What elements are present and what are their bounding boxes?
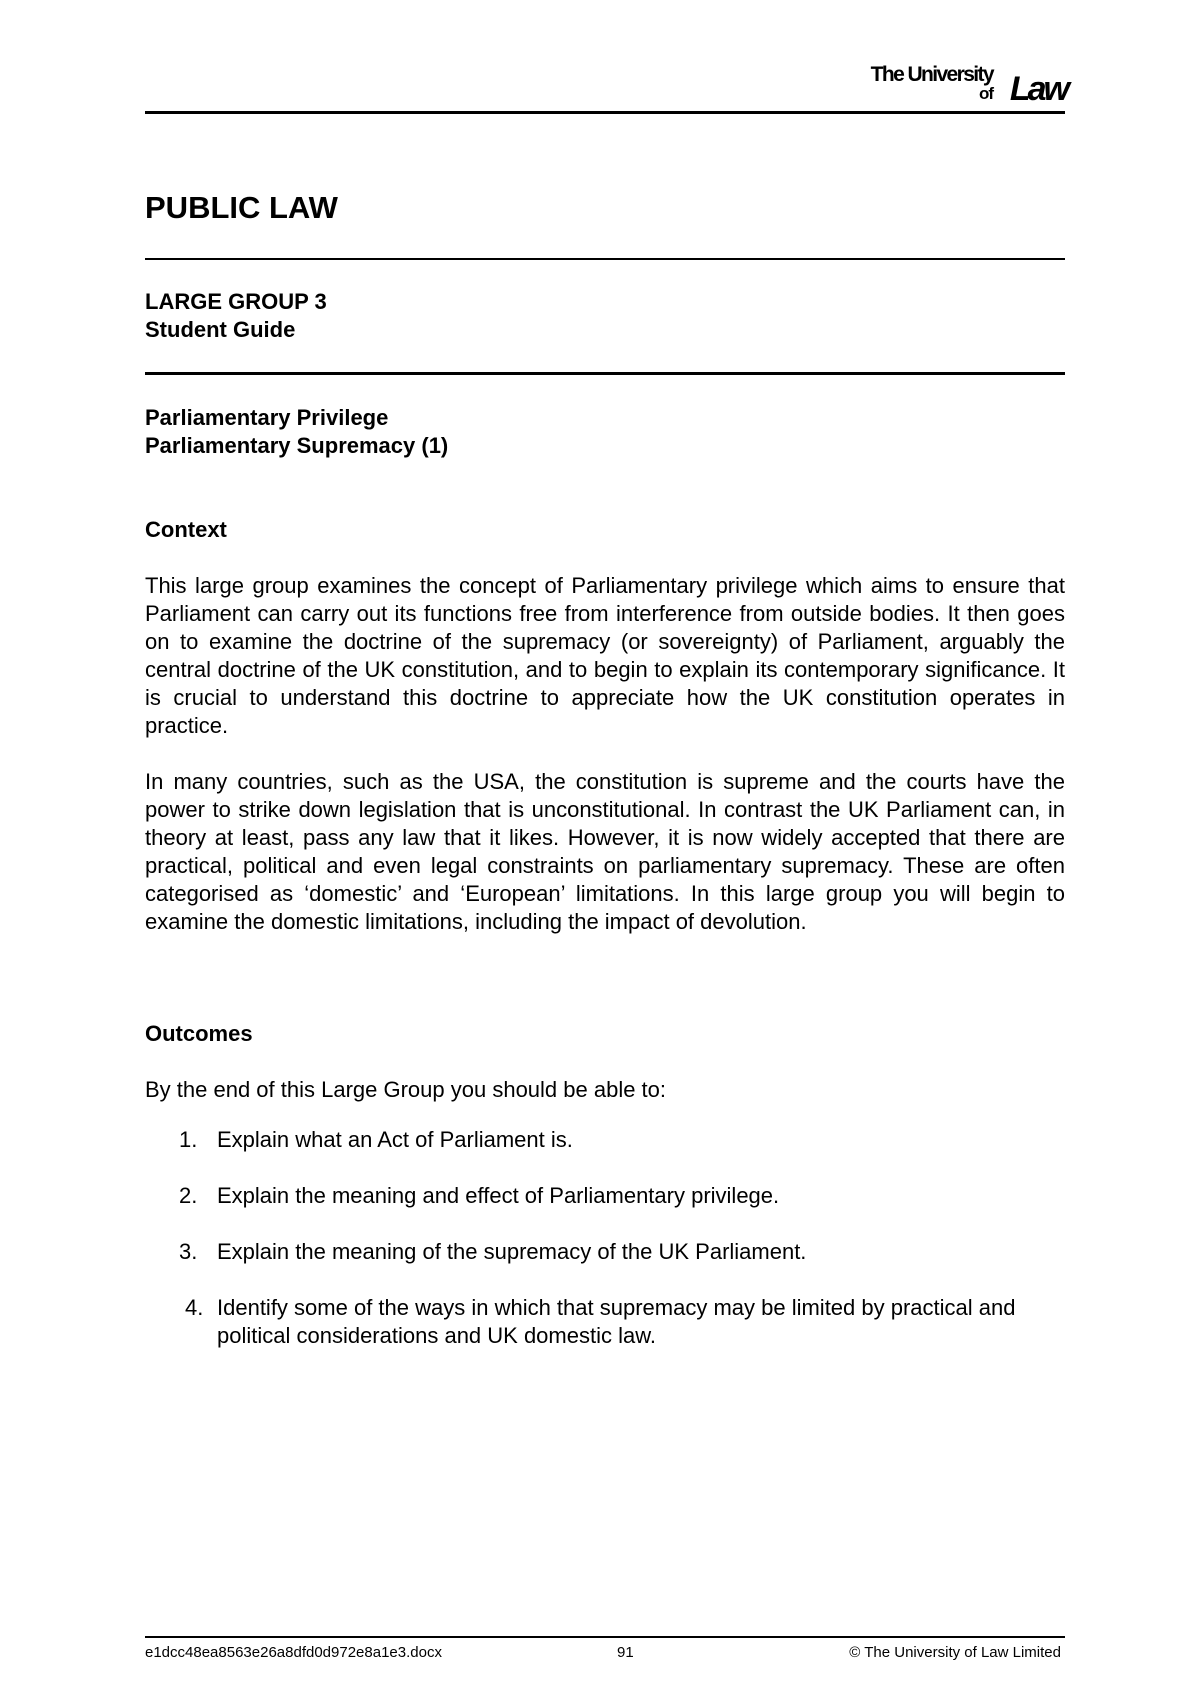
list-item-number: 4.	[185, 1295, 204, 1320]
document-page	[145, 0, 1065, 1698]
outcomes-heading: Outcomes	[145, 1021, 253, 1046]
footer-divider	[145, 1636, 1065, 1638]
list-item-text: Explain the meaning and effect of Parliamentary privilege.	[217, 1183, 780, 1208]
list-item	[145, 1182, 1065, 1210]
footer-page-number: 91	[617, 1644, 634, 1661]
context-heading: Context	[145, 517, 227, 542]
outcomes-list	[145, 1126, 1065, 1378]
page-title: PUBLIC LAW	[145, 190, 338, 225]
list-item-number: 2.	[179, 1183, 198, 1208]
section-divider	[145, 372, 1065, 375]
topics-heading	[145, 404, 1065, 460]
list-item	[145, 1238, 1065, 1266]
footer-copyright: © The University of Law Limited	[849, 1644, 1061, 1661]
list-item-number: 1.	[179, 1127, 198, 1152]
university-logo	[855, 64, 1065, 108]
logo-text-law: Law	[1009, 70, 1067, 108]
student-guide-label: Student Guide	[145, 317, 296, 342]
topic-parliamentary-privilege: Parliamentary Privilege	[145, 405, 389, 430]
list-item-text: Explain what an Act of Parliament is.	[217, 1127, 573, 1152]
list-item-text: Identify some of the ways in which that supremacy may be limited by practical and political considerations and UK domestic law.	[217, 1295, 1016, 1348]
footer-filename: e1dcc48ea8563e26a8dfd0d972e8a1e3.docx	[145, 1644, 442, 1661]
list-item	[145, 1294, 1065, 1350]
header-divider	[145, 111, 1065, 114]
context-paragraph-1: This large group examines the concept of Parliamentary privilege which aims to ensure that Parliament can carry out its functions free from interference from outside bodies. It then goes on to examine the doctrine of the supremacy (or sovereignty) of Parliament, arguably the central doctrine of the UK constitution, and to begin to explain its contemporary significance. It is crucial to understand this doctrine to appreciate how the UK constitution operates in practice.	[145, 573, 1065, 738]
topic-parliamentary-supremacy: Parliamentary Supremacy (1)	[145, 433, 449, 458]
list-item	[145, 1126, 1065, 1154]
large-group-label: LARGE GROUP 3	[145, 289, 327, 314]
group-heading	[145, 288, 1065, 344]
title-divider	[145, 258, 1065, 260]
outcomes-intro: By the end of this Large Group you should be able to:	[145, 1077, 667, 1102]
logo-text-of: of	[978, 84, 993, 103]
logo-text-university: The University	[870, 63, 993, 86]
list-item-text: Explain the meaning of the supremacy of the UK Parliament.	[217, 1239, 807, 1264]
context-paragraph-2: In many countries, such as the USA, the constitution is supreme and the courts have the power to strike down legislation that is unconstitutional. In contrast the UK Parliament can, in theory at least, pass any law that it likes. However, it is now widely accepted that there are practical, political and even legal constraints on parliamentary supremacy. These are often categorised as ‘domestic’ and ‘European’ limitations. In this large group you will begin to examine the domestic limitations, including the impact of devolution.	[145, 769, 1065, 934]
list-item-number: 3.	[179, 1239, 198, 1264]
